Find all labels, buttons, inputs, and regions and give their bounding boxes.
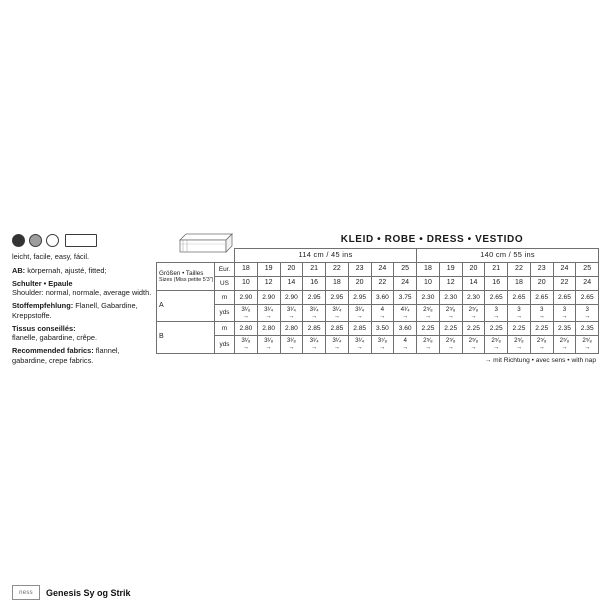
b-yds-15: 2⁵⁄₈ → [576,336,599,353]
unit-a-m: m [215,291,235,305]
table-row-b-metres [157,322,599,336]
size-us-15: 24 [576,277,599,291]
b-yds-9: 2⁵⁄₈ → [439,336,462,353]
a-m-15: 2.65 [576,291,599,305]
b-yds-2: 3¹⁄₈ → [280,336,303,353]
a-yds-8: 2⁵⁄₈ → [417,305,440,322]
a-yds-10: 2⁵⁄₈ → [462,305,485,322]
size-eur-9: 19 [439,263,462,277]
size-us-7: 24 [394,277,417,291]
a-yds-11: 3 → [485,305,508,322]
b-m-3: 2.85 [303,322,326,336]
brand-logo: ness [12,585,40,600]
size-label-line1: Größen • Tailles [159,269,204,277]
b-m-8: 2.25 [417,322,440,336]
view-label-b: B [157,322,215,353]
size-eur-8: 18 [417,263,440,277]
size-us-6: 22 [371,277,394,291]
size-eur-11: 21 [485,263,508,277]
unit-eur: Eur. [215,263,235,277]
b-m-14: 2.35 [553,322,576,336]
b-m-11: 2.25 [485,322,508,336]
swatch-bar-icon [65,234,97,247]
shop-name: Genesis Sy og Strik [46,587,131,598]
b-yds-12: 2⁵⁄₈ → [508,336,531,353]
b-yds-6: 3⁷⁄₈ → [371,336,394,353]
a-m-14: 2.65 [553,291,576,305]
b-m-10: 2.25 [462,322,485,336]
table-row-a-yards [157,305,599,322]
fabric-bolt-icon [170,232,236,258]
page-title: KLEID • ROBE • DRESS • VESTIDO [340,234,524,245]
a-yds-0: 3¹⁄₈ → [235,305,258,322]
ab-label: AB: [12,265,26,275]
shoulder-block [12,279,152,299]
size-us-2: 14 [280,277,303,291]
size-eur-0: 18 [235,263,258,277]
b-yds-0: 3¹⁄₈ → [235,336,258,353]
swatch-gray-icon [29,234,42,247]
swatch-white-icon [46,234,59,247]
size-eur-2: 20 [280,263,303,277]
a-m-12: 2.65 [508,291,531,305]
size-us-0: 10 [235,277,258,291]
b-m-4: 2.85 [326,322,349,336]
size-eur-4: 22 [326,263,349,277]
fabric-text-fr: flanelle, gabardine, crêpe. [12,333,98,343]
fit-description: leicht, facile, easy, fácil. [12,252,90,261]
ab-fit-line [12,266,152,276]
a-yds-3: 3¹⁄₄ → [303,305,326,322]
a-yds-6: 4 → [371,305,394,322]
shoulder-label: Schulter • Epaule [12,278,73,288]
size-us-3: 16 [303,277,326,291]
b-m-0: 2.80 [235,322,258,336]
b-yds-1: 3¹⁄₈ → [257,336,280,353]
fabric-info-column [12,234,152,370]
a-yds-2: 3¹⁄₄ → [280,305,303,322]
ab-text: körpernah, ajusté, fitted; [25,265,107,275]
fabric-recommendation-fr [12,324,152,344]
group-header-114: 114 cm / 45 ins [235,249,417,263]
swatch-black-icon [12,234,25,247]
a-yds-14: 3 → [553,305,576,322]
a-yds-9: 2⁵⁄₈ → [439,305,462,322]
color-swatch-row [12,234,152,247]
fabric-text-de: Flanell, Gabardine, Kreppstoffe. [12,301,138,320]
size-eur-10: 20 [462,263,485,277]
size-us-8: 10 [417,277,440,291]
a-m-2: 2.90 [280,291,303,305]
b-yds-13: 2⁵⁄₈ → [530,336,553,353]
b-yds-10: 2⁵⁄₈ → [462,336,485,353]
b-m-7: 3.60 [394,322,417,336]
size-eur-5: 23 [348,263,371,277]
b-yds-11: 2⁵⁄₈ → [485,336,508,353]
size-eur-12: 22 [508,263,531,277]
a-yds-15: 3 → [576,305,599,322]
a-yds-12: 3 → [508,305,531,322]
a-m-0: 2.90 [235,291,258,305]
yardage-table [156,248,599,354]
size-us-10: 14 [462,277,485,291]
b-yds-4: 3¹⁄₄ → [326,336,349,353]
fabric-text-en: flannel, gabardine, crepe fabrics. [12,346,120,365]
fabric-recommendation-en [12,346,152,366]
footer [12,585,131,600]
size-us-5: 20 [348,277,371,291]
unit-b-m: m [215,322,235,336]
b-yds-5: 3¹⁄₄ → [348,336,371,353]
table-row-a-metres [157,291,599,305]
size-label-line2: Sizes (Miss petite 5'3") [159,277,214,284]
shoulder-text: Shoulder: normal, normale, average width. [12,288,152,298]
size-label-cell [157,263,215,291]
size-eur-13: 23 [530,263,553,277]
a-yds-1: 3¹⁄₄ → [257,305,280,322]
b-yds-8: 2⁵⁄₈ → [417,336,440,353]
yardage-table-block [156,234,598,364]
a-m-10: 2.30 [462,291,485,305]
size-us-11: 16 [485,277,508,291]
a-m-4: 2.95 [326,291,349,305]
a-m-5: 2.95 [348,291,371,305]
b-yds-7: 4 → [394,336,417,353]
size-eur-7: 25 [394,263,417,277]
b-m-6: 3.50 [371,322,394,336]
group-header-140: 140 cm / 55 ins [417,249,599,263]
a-yds-4: 3¹⁄₄ → [326,305,349,322]
unit-b-yds: yds [215,336,235,353]
size-eur-1: 19 [257,263,280,277]
b-m-9: 2.25 [439,322,462,336]
a-m-7: 3.75 [394,291,417,305]
size-us-4: 18 [326,277,349,291]
b-m-15: 2.35 [576,322,599,336]
size-us-14: 22 [553,277,576,291]
size-us-9: 12 [439,277,462,291]
a-m-1: 2.90 [257,291,280,305]
table-row-sizes-eur [157,263,599,277]
size-eur-15: 25 [576,263,599,277]
table-row-sizes-us [157,277,599,291]
unit-a-yds: yds [215,305,235,322]
view-label-a: A [157,291,215,322]
fabric-label-de: Stoffempfehlung: [12,301,74,311]
b-m-13: 2.25 [530,322,553,336]
fabric-recommendation-de [12,301,152,321]
size-us-1: 12 [257,277,280,291]
size-us-12: 18 [508,277,531,291]
b-yds-3: 3¹⁄₄ → [303,336,326,353]
a-m-6: 3.60 [371,291,394,305]
a-m-11: 2.65 [485,291,508,305]
size-eur-14: 24 [553,263,576,277]
a-m-3: 2.95 [303,291,326,305]
table-row-b-yards [157,336,599,353]
nap-note: → mit Richtung • avec sens • with nap [484,356,596,364]
size-eur-6: 24 [371,263,394,277]
b-m-12: 2.25 [508,322,531,336]
b-m-2: 2.80 [280,322,303,336]
a-m-13: 2.65 [530,291,553,305]
size-us-13: 20 [530,277,553,291]
unit-us: US [215,277,235,291]
b-yds-14: 2⁵⁄₈ → [553,336,576,353]
a-m-8: 2.30 [417,291,440,305]
fabric-label-fr: Tissus conseillés: [12,323,76,333]
a-yds-7: 4¹⁄₄ → [394,305,417,322]
size-eur-3: 21 [303,263,326,277]
a-yds-5: 3¹⁄₄ → [348,305,371,322]
a-yds-13: 3 → [530,305,553,322]
fabric-label-en: Recommended fabrics: [12,346,94,356]
a-m-9: 2.30 [439,291,462,305]
b-m-1: 2.80 [257,322,280,336]
b-m-5: 2.85 [348,322,371,336]
